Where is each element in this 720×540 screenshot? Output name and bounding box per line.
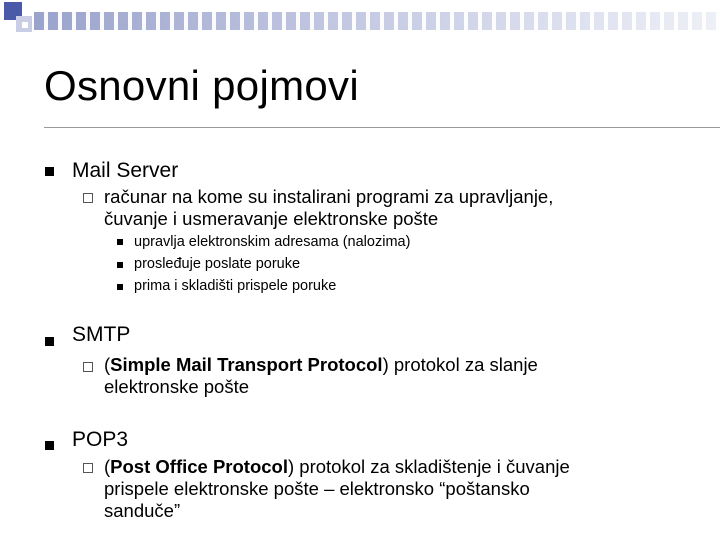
deco-square-white [22,22,28,28]
mail-server-desc-line2: čuvanje i usmeravanje elektronske pošte [104,208,439,229]
checkbox-bullet-icon [83,463,93,473]
bullet-square-icon [45,337,54,346]
smtp-desc-rest: ) protokol za slanje [382,354,538,375]
pop3-desc-line3: sanduče” [104,500,181,521]
smtp-open-paren: ( [104,354,111,375]
item-pop3: POP3 [72,428,129,451]
checkbox-bullet-icon [83,362,93,372]
bullet-small-icon [117,262,123,268]
mail-server-detail-1: upravlja elektronskim adresama (nalozima) [134,234,411,250]
slide-title: Osnovni pojmovi [44,62,359,109]
deco-band-stripes [34,12,720,30]
pop3-desc-line2: prispele elektronske pošte – elektronsko “poštansko [104,478,530,499]
pop3-desc-rest: ) protokol za skladištenje i čuvanje [288,456,570,477]
title-divider [44,127,720,128]
item-mail-server: Mail Server [72,159,179,182]
mail-server-detail-2: prosleđuje poslate poruke [134,256,301,272]
item-smtp: SMTP [72,323,131,346]
pop3-desc-line1 [104,456,570,478]
bullet-square-icon [45,441,54,450]
smtp-desc-line2: elektronske pošte [104,376,250,397]
smtp-desc-line1 [104,354,538,376]
bullet-small-icon [117,239,123,245]
mail-server-desc-line1: računar na kome su instalirani programi za upravljanje, [104,186,554,207]
pop3-open-paren: ( [104,456,111,477]
pop3-full-name: Post Office Protocol [110,456,288,477]
bullet-small-icon [117,284,123,290]
checkbox-bullet-icon [83,193,93,203]
mail-server-detail-3: prima i skladišti prispele poruke [134,278,337,294]
smtp-full-name: Simple Mail Transport Protocol [110,354,383,375]
header-decoration [0,0,720,44]
bullet-square-icon [45,167,54,176]
